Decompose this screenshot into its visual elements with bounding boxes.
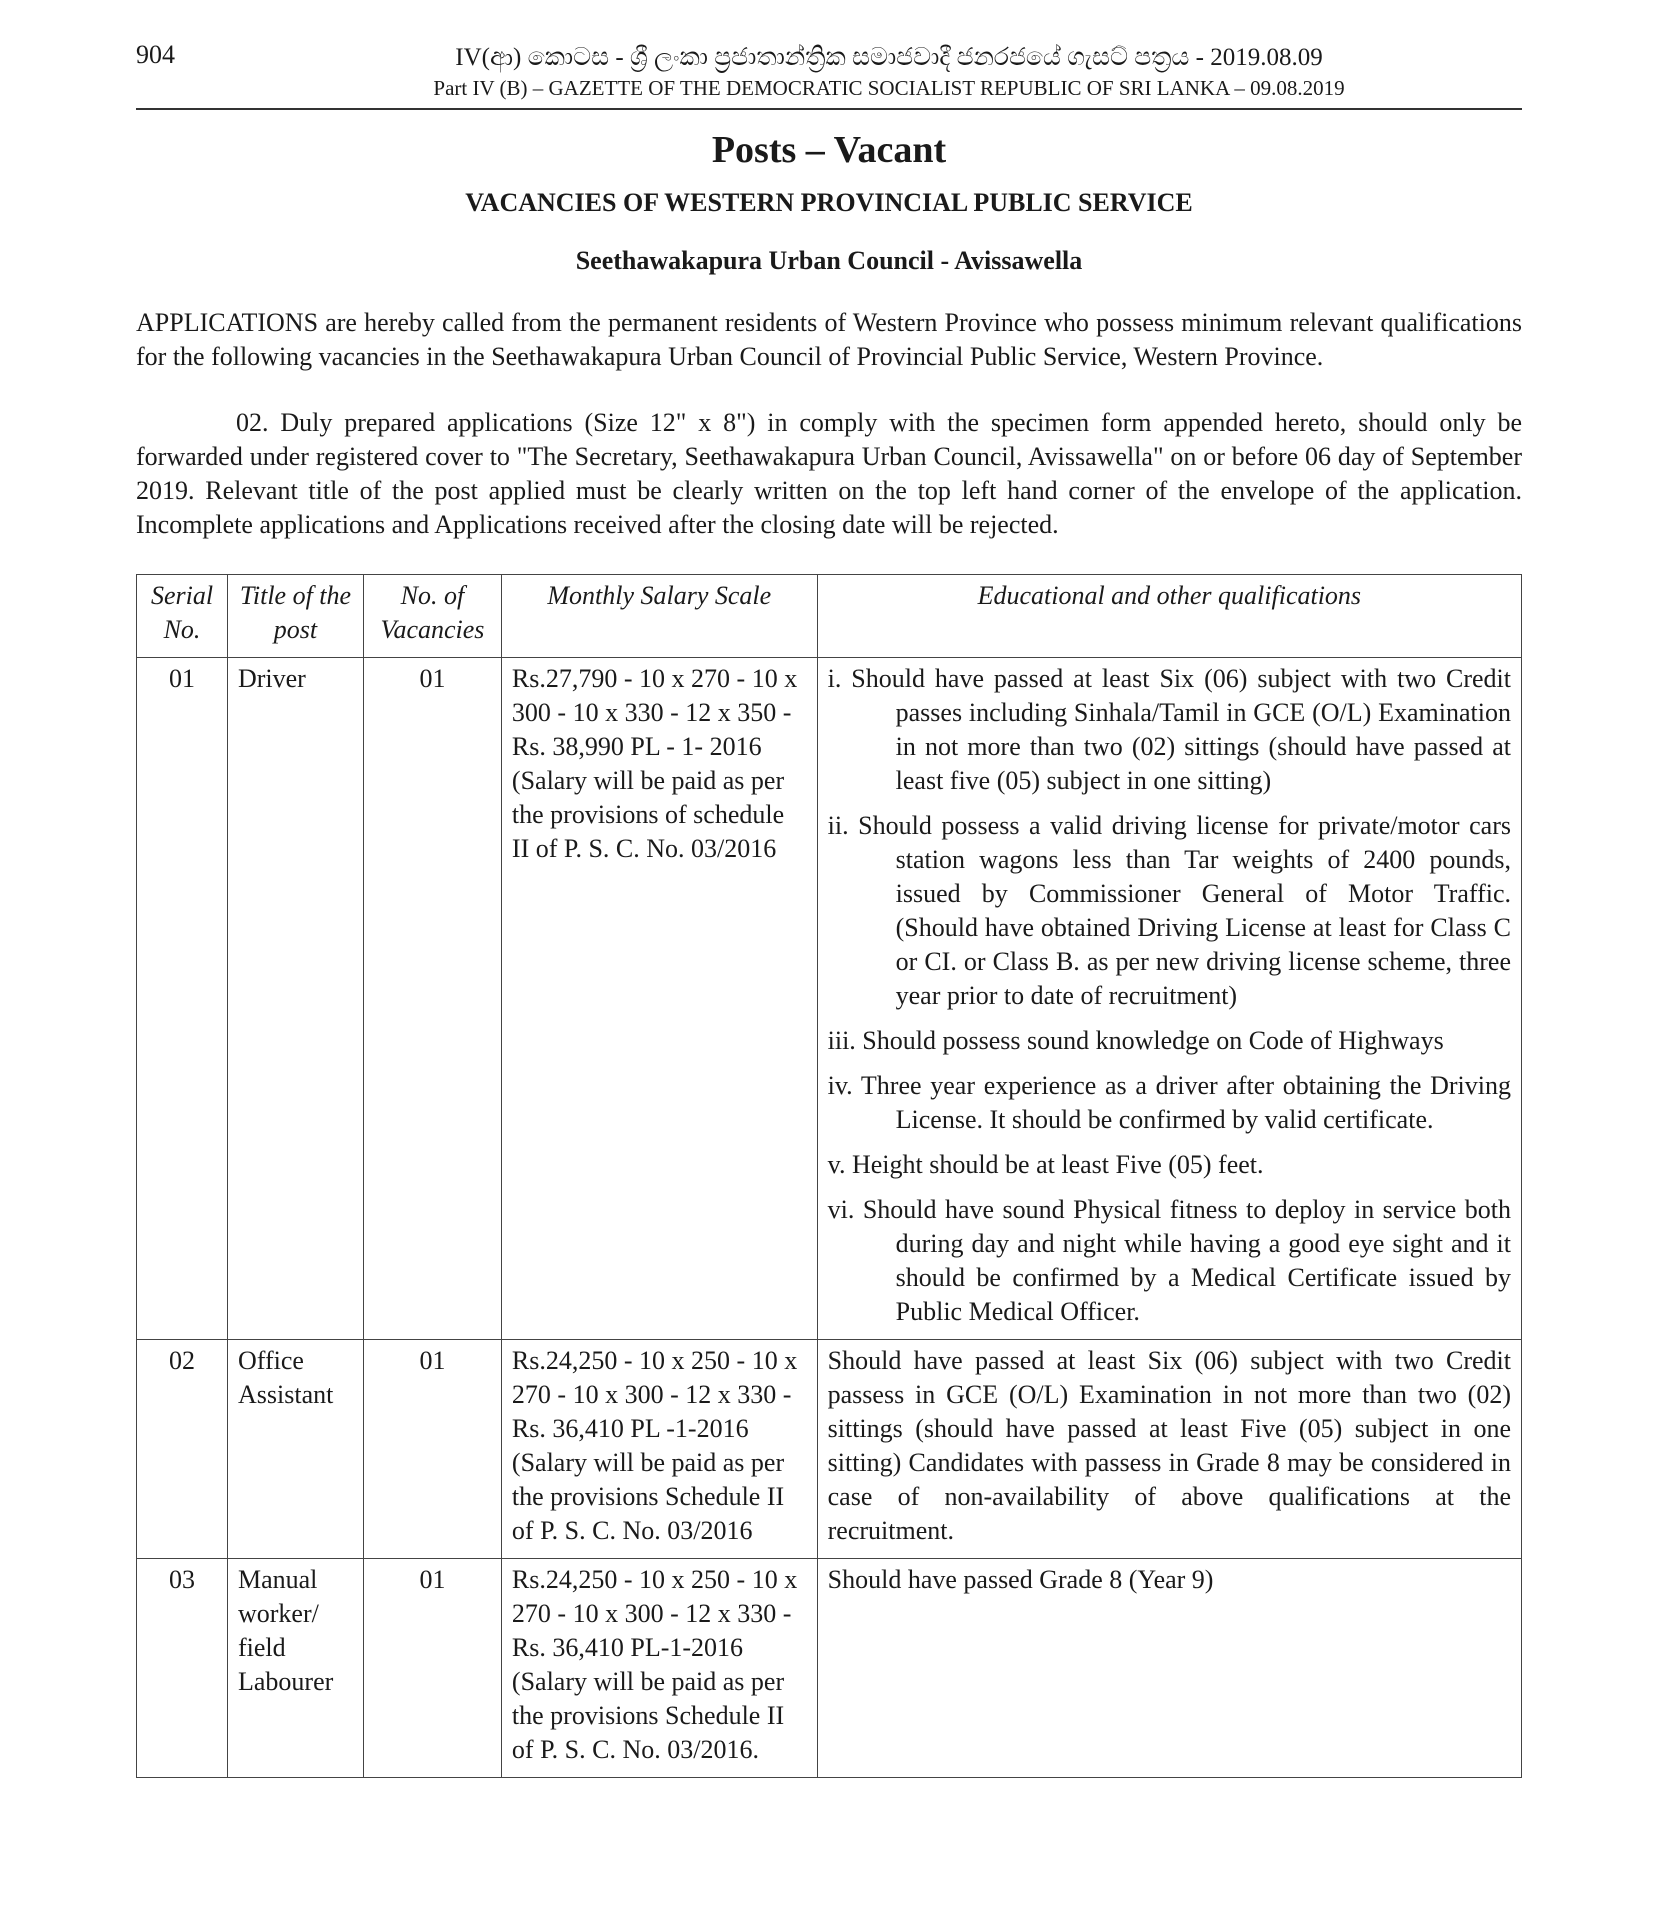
qualification-item: iii. Should possess sound knowledge on Code of Highways [827,1026,1444,1055]
cell-vacancies: 01 [363,1340,501,1559]
header-vacancies: No. of Vacancies [363,575,501,658]
qualification-item: v. Height should be at least Five (05) feet. [827,1150,1264,1179]
cell-salary: Rs.27,790 - 10 x 270 - 10 x 300 - 10 x 330 - 12 x 350 - Rs. 38,990 PL - 1- 2016 (Salary will be paid as per the provisions of schedule II of P. S. C. No. 03/2016 [501,658,817,1340]
cell-vacancies: 01 [363,1559,501,1778]
cell-serial: 01 [137,658,228,1340]
header-serial: Serial No. [137,575,228,658]
header-salary: Monthly Salary Scale [501,575,817,658]
header-title: Title of the post [227,575,363,658]
application-instructions-paragraph: 02. Duly prepared applications (Size 12" x 8") in comply with the specimen form appended hereto, should only be forwarded under registered cover to "The Secretary, Seethawakapura Urban Council, Avissawella" on or before 06 day of September 2019. Relevant title of the post applied must be clearly written on the top left hand corner of the envelope of the application. Incomplete applications and Applications received after the closing date will be rejected. [136,408,1522,539]
cell-vacancies: 01 [363,658,501,1340]
table-header-row [137,575,1522,658]
table-row [137,1559,1522,1778]
qualification-item: ii. Should possess a valid driving license for private/motor cars station wagons less than Tar weights of 2400 pounds, issued by Commissioner General of Motor Traffic. (Should have obtained Driving License at least for Class C or CI. or Class B. as per new driving license scheme, three year prior to date of recruitment) [827,811,1511,1010]
cell-title: Driver [227,658,363,1340]
header-english-line: Part IV (B) – GAZETTE OF THE DEMOCRATIC SOCIALIST REPUBLIC OF SRI LANKA – 09.08.2019 [433,76,1345,100]
table-row [137,1340,1522,1559]
section-subtitle: VACANCIES OF WESTERN PROVINCIAL PUBLIC SERVICE [465,188,1193,217]
vacancies-table [136,574,1522,1778]
council-name: Seethawakapura Urban Council - Avissawella [575,246,1083,275]
header-qualifications: Educational and other qualifications [817,575,1521,658]
qualification-item: vi. Should have sound Physical fitness to deploy in service both during day and night while having a good eye sight and it should be confirmed by a Medical Certificate issued by Public Medical Officer. [827,1195,1511,1326]
gazette-header [136,30,1522,110]
cell-qualifications: Should have passed at least Six (06) subject with two Credit passess in GCE (O/L) Examination in not more than two (02) sittings (should have passed at least Five (05) subject in one sitting) Candidates with passess in Grade 8 may be considered in case of non-availability of above qualifications at the recruitment. [817,1340,1521,1559]
cell-serial: 03 [137,1559,228,1778]
gazette-page [136,30,1522,1778]
qualification-item: i. Should have passed at least Six (06) subject with two Credit passes including Sinhala/Tamil in GCE (O/L) Examination in not more than two (02) sittings (should have passed at least five (05) subject in one sitting) [827,664,1511,795]
cell-salary: Rs.24,250 - 10 x 250 - 10 x 270 - 10 x 300 - 12 x 330 - Rs. 36,410 PL -1-2016 (Salary will be paid as per the provisions Schedule II of P. S. C. No. 03/2016 [501,1340,817,1559]
cell-title: Manual worker/ field Labourer [227,1559,363,1778]
table-row [137,658,1522,1340]
cell-qualifications [817,658,1521,1340]
cell-title: Office Assistant [227,1340,363,1559]
cell-serial: 02 [137,1340,228,1559]
cell-salary: Rs.24,250 - 10 x 250 - 10 x 270 - 10 x 300 - 12 x 330 - Rs. 36,410 PL-1-2016 (Salary will be paid as per the provisions Schedule II of P. S. C. No. 03/2016. [501,1559,817,1778]
qualification-item: iv. Three year experience as a driver after obtaining the Driving License. It should be confirmed by valid certificate. [827,1071,1511,1134]
intro-paragraph: APPLICATIONS are hereby called from the permanent residents of Western Province who possess minimum relevant qualifications for the following vacancies in the Seethawakapura Urban Council of Provincial Public Service, Western Province. [136,308,1522,371]
header-sinhala-line: IV(ආ) කොටස - ශ්‍රී ලංකා ප්‍රජාතාන්ත්‍රික සමාජවාදී ජනරජයේ ගැසට් පත්‍රය - 2019.08.09 [455,44,1323,71]
cell-qualifications: Should have passed Grade 8 (Year 9) [817,1559,1521,1778]
page-number: 904 [136,40,175,69]
page-title: Posts – Vacant [711,129,947,171]
